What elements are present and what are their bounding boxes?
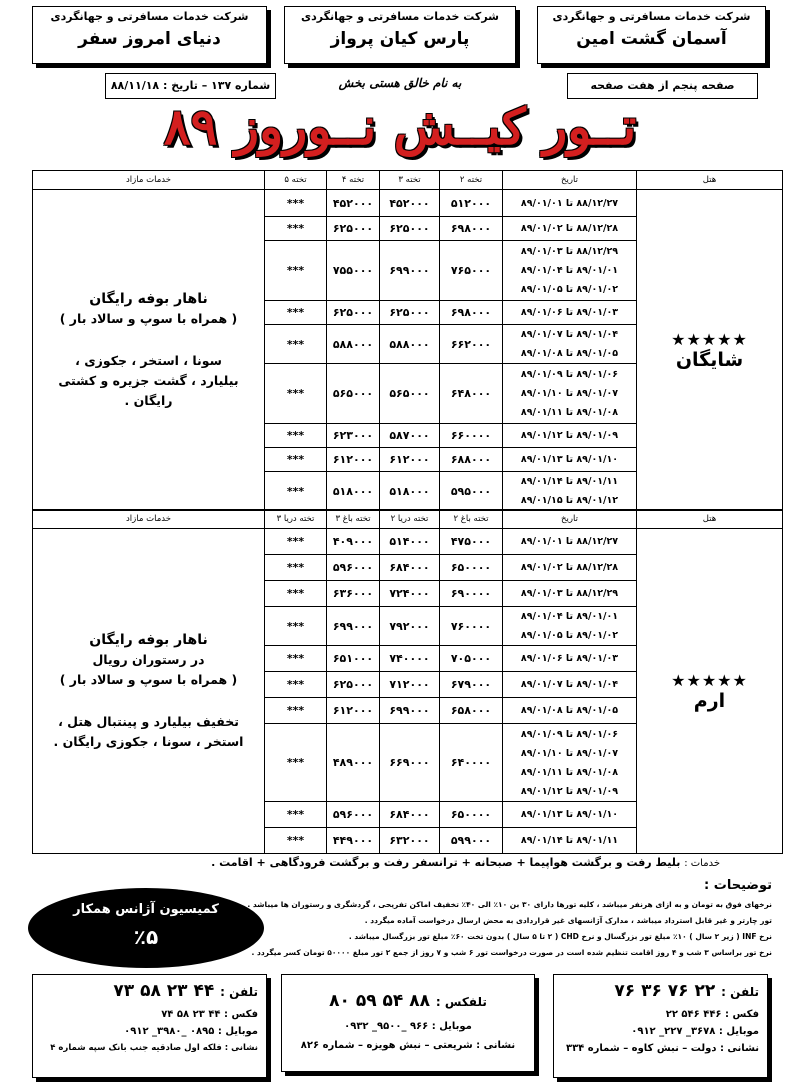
column-header: ۳ تخته باغ: [327, 510, 380, 529]
price-cell: ۴۸۹۰۰۰: [327, 724, 380, 802]
price-cell: ۵۱۲۰۰۰: [440, 190, 503, 217]
phone-number: ۴۴ ۲۳ ۵۸ ۷۳: [113, 981, 215, 1001]
date-range: ۸۹/۰۱/۰۲ تا ۸۹/۰۱/۰۵: [520, 284, 619, 295]
service-line: ( همراه با سوپ و سالاد بار ): [59, 672, 238, 687]
company-name: پارس کیان پرواز: [330, 29, 470, 49]
company-name: آسمان گشت امین: [576, 29, 727, 49]
address-line: نشانی : شریعتی – نبش هویزه – شماره ۸۲۶: [300, 1040, 516, 1051]
column-header: خدمات مازاد: [33, 510, 265, 529]
page-title: تــور کیــش نــوروز ۸۹: [163, 97, 637, 156]
service-line: در رستوران رویال: [92, 652, 205, 667]
price-cell: ۶۸۴۰۰۰: [380, 802, 440, 828]
price-cell-c5: ***: [265, 472, 327, 511]
price-cell: ۶۵۰۰۰۰: [440, 802, 503, 828]
date-range-cell: [503, 529, 637, 555]
price-cell-c5: ***: [265, 190, 327, 217]
column-header: هتل: [637, 171, 783, 190]
date-range: ۸۹/۰۱/۱۱ تا ۸۹/۰۱/۱۴: [520, 476, 619, 487]
star-rating-icon: ★★★★★: [671, 329, 748, 349]
hotel-cell: [637, 529, 783, 854]
price-cell-c5: ***: [265, 241, 327, 301]
company-box-1: [537, 6, 766, 64]
price-cell: ۶۱۲۰۰۰: [380, 448, 440, 472]
price-cell-c5: ***: [265, 607, 327, 646]
price-cell: ۷۲۴۰۰۰: [380, 581, 440, 607]
price-cell: ۵۱۴۰۰۰: [380, 529, 440, 555]
price-cell: ۶۵۰۰۰۰: [440, 555, 503, 581]
table-header-row: [33, 171, 783, 190]
price-cell: ۷۰۵۰۰۰: [440, 646, 503, 672]
column-header: ۲ تخته: [440, 171, 503, 190]
date-range: ۸۹/۰۱/۰۹ تا ۸۹/۰۱/۱۲: [520, 430, 619, 441]
price-cell-c5: ***: [265, 424, 327, 448]
price-cell: ۵۹۶۰۰۰: [327, 555, 380, 581]
commission-title: کمیسیون آژانس همکار: [73, 902, 219, 917]
date-range-cell: [503, 364, 637, 424]
table-header-row: [33, 510, 783, 529]
price-cell: ۷۶۰۰۰۰: [440, 607, 503, 646]
date-range-cell: [503, 698, 637, 724]
date-range-cell: [503, 802, 637, 828]
price-cell: ۷۱۲۰۰۰: [380, 672, 440, 698]
note-line: نرخ تور براساس ۳ شب و ۴ روز اقامت تنظیم شده است در صورت درخواست تور ۶ شب و ۷ روز از جمع ۲ تور مبلغ ۵۰۰۰۰ تومان کسر میگردد .: [251, 948, 772, 957]
price-cell-c5: ***: [265, 325, 327, 364]
services-text: بلیط رفت و برگشت هواپیما + صبحانه + ترانسفر رفت و برگشت فرودگاهی + اقامت .: [211, 856, 681, 869]
company-name: دنیای امروز سفر: [78, 29, 221, 49]
column-header: خدمات مازاد: [33, 171, 265, 190]
date-range-cell: [503, 217, 637, 241]
date-range: ۸۹/۰۱/۰۱ تا ۸۹/۰۱/۰۴: [520, 265, 619, 276]
hotel-name: ارم: [693, 689, 726, 712]
price-cell: ۷۶۵۰۰۰: [440, 241, 503, 301]
date-range: ۸۹/۰۱/۰۶ تا ۸۹/۰۱/۰۹: [520, 369, 619, 380]
address-line: نشانی : فلکه اول صادقیه جنب بانک سپه شماره ۴: [50, 1043, 258, 1053]
price-cell: ۵۶۵۰۰۰: [380, 364, 440, 424]
service-line: ناهار بوفه رایگان: [89, 632, 208, 648]
price-cell: ۶۹۹۰۰۰: [327, 607, 380, 646]
price-cell: ۵۶۵۰۰۰: [327, 364, 380, 424]
price-cell-c5: ***: [265, 646, 327, 672]
date-range: ۸۹/۰۱/۰۳ تا ۸۹/۰۱/۰۶: [520, 653, 619, 664]
price-cell: ۶۹۰۰۰۰: [440, 581, 503, 607]
price-cell: ۵۹۵۰۰۰: [440, 472, 503, 511]
price-cell-c5: ***: [265, 217, 327, 241]
price-cell-c5: ***: [265, 672, 327, 698]
price-cell-c5: ***: [265, 448, 327, 472]
table-row: [33, 529, 783, 555]
price-cell-c5: ***: [265, 581, 327, 607]
price-cell: ۶۲۵۰۰۰: [380, 217, 440, 241]
price-cell-c5: ***: [265, 364, 327, 424]
date-range-cell: [503, 424, 637, 448]
price-cell: ۵۱۸۰۰۰: [327, 472, 380, 511]
mobile-line: موبایل : ۳۶۷۸_ ۲۲۷_ ۰۹۱۲: [631, 1026, 759, 1037]
price-table-shaygan: [32, 170, 782, 511]
date-range-cell: [503, 190, 637, 217]
price-cell: ۴۵۲۰۰۰: [380, 190, 440, 217]
date-range: ۸۹/۰۱/۰۷ تا ۸۹/۰۱/۱۰: [520, 388, 619, 399]
note-line: نرخ INF ( زیر ۲ سال ) ۱۰٪ مبلغ تور بزرگسال و نرخ CHD ( ۲ تا ۵ سال ) بدون تخت ۶۰٪ مبلغ تور بزرگسال میباشد .: [348, 932, 772, 941]
price-cell: ۷۵۵۰۰۰: [327, 241, 380, 301]
date-range: ۸۹/۰۱/۰۹ تا ۸۹/۰۱/۱۲: [520, 785, 619, 797]
column-header: ۵ تخته: [265, 171, 327, 190]
contact-box-3: [32, 974, 267, 1078]
price-cell: ۶۵۸۰۰۰: [440, 698, 503, 724]
mobile-line: موبایل : ۹۶۶ _۹۵۰۰_ ۰۹۳۲: [344, 1021, 472, 1032]
price-cell-c5: ***: [265, 828, 327, 854]
price-cell: ۵۱۸۰۰۰: [380, 472, 440, 511]
company-type: شرکت خدمات مسافرتی و جهانگردی: [301, 10, 499, 23]
price-cell: ۶۶۹۰۰۰: [380, 724, 440, 802]
date-range: ۸۸/۱۲/۲۷ تا ۸۹/۰۱/۰۱: [520, 197, 619, 209]
column-header: هتل: [637, 510, 783, 529]
contact-phone-row: [562, 981, 759, 1001]
date-range-cell: [503, 555, 637, 581]
price-cell: ۶۷۹۰۰۰: [440, 672, 503, 698]
date-range-cell: [503, 581, 637, 607]
company-type: شرکت خدمات مسافرتی و جهانگردی: [552, 10, 751, 23]
date-range: ۸۹/۰۱/۰۴ تا ۸۹/۰۱/۰۷: [520, 329, 619, 340]
date-range: ۸۹/۰۱/۱۲ تا ۸۹/۰۱/۱۵: [520, 495, 619, 506]
notes-title: توضیحات :: [704, 878, 772, 893]
services-label: خدمات :: [684, 858, 720, 869]
price-cell: ۶۹۹۰۰۰: [380, 241, 440, 301]
price-cell: ۶۳۶۰۰۰: [327, 581, 380, 607]
price-cell-c5: ***: [265, 802, 327, 828]
column-header: ۳ تخته دریا: [265, 510, 327, 529]
date-range-cell: [503, 724, 637, 802]
hotel-cell: [637, 190, 783, 511]
price-cell: ۶۹۸۰۰۰: [440, 217, 503, 241]
notes-section: [247, 878, 772, 961]
date-range-cell: [503, 828, 637, 854]
date-range-cell: [503, 325, 637, 364]
date-range-cell: [503, 646, 637, 672]
date-range: ۸۸/۱۲/۲۹ تا ۸۹/۰۱/۰۳: [520, 246, 619, 257]
service-line: ناهار بوفه رایگان: [89, 291, 208, 307]
contact-box-2: [281, 974, 535, 1072]
included-services: [160, 856, 720, 869]
commission-value: ٪۵: [133, 925, 159, 949]
date-range: ۸۸/۱۲/۲۸ تا ۸۹/۰۱/۰۲: [520, 223, 619, 234]
date-range: ۸۹/۰۱/۰۶ تا ۸۹/۰۱/۰۹: [520, 728, 619, 740]
price-cell: ۷۹۲۰۰۰: [380, 607, 440, 646]
date-range: ۸۹/۰۱/۰۴ تا ۸۹/۰۱/۰۷: [520, 679, 619, 690]
price-cell: ۶۸۴۰۰۰: [380, 555, 440, 581]
price-cell: ۶۲۵۰۰۰: [327, 672, 380, 698]
date-range-cell: [503, 472, 637, 511]
date-range: ۸۹/۰۱/۰۲ تا ۸۹/۰۱/۰۵: [520, 630, 619, 641]
price-cell: ۶۴۰۰۰۰: [440, 724, 503, 802]
phone-label: تلفکس :: [435, 995, 487, 1009]
company-box-3: [32, 6, 267, 64]
price-cell: ۵۹۹۰۰۰: [440, 828, 503, 854]
price-cell-c5: ***: [265, 724, 327, 802]
fax-line: فکس : ۴۴ ۲۳ ۵۸ ۷۴: [161, 1009, 258, 1020]
mobile-line: موبایل : ۰۸۹۵ _۳۹۸۰_ ۰۹۱۲: [124, 1026, 258, 1037]
date-range-cell: [503, 448, 637, 472]
contact-box-1: [553, 974, 768, 1078]
price-cell: ۴۰۹۰۰۰: [327, 529, 380, 555]
note-line: تور چارتر و غیر قابل استرداد میباشد ، مدارک آژانسهای غیر قراردادی به محض ارسال درخواست آماده میگردد .: [364, 916, 772, 925]
date-range: ۸۹/۰۱/۱۰ تا ۸۹/۰۱/۱۳: [520, 809, 619, 820]
price-cell: ۶۱۲۰۰۰: [327, 698, 380, 724]
table-row: [33, 190, 783, 217]
date-range-cell: [503, 672, 637, 698]
price-cell: ۵۸۷۰۰۰: [380, 424, 440, 448]
date-range: ۸۹/۰۱/۱۱ تا ۸۹/۰۱/۱۴: [520, 835, 619, 846]
price-cell: ۶۳۲۰۰۰: [380, 828, 440, 854]
price-cell: ۴۴۹۰۰۰: [327, 828, 380, 854]
price-cell: ۶۱۲۰۰۰: [327, 448, 380, 472]
price-cell: ۶۶۰۰۰۰: [440, 424, 503, 448]
date-range: ۸۸/۱۲/۲۸ تا ۸۹/۰۱/۰۲: [520, 562, 619, 573]
price-cell: ۵۸۸۰۰۰: [327, 325, 380, 364]
date-range: ۸۸/۱۲/۲۹ تا ۸۹/۰۱/۰۳: [520, 588, 619, 599]
contact-phone-row: [41, 981, 258, 1001]
date-range-cell: [503, 607, 637, 646]
price-cell-c5: ***: [265, 698, 327, 724]
date-range: ۸۹/۰۱/۱۰ تا ۸۹/۰۱/۱۳: [520, 454, 619, 465]
phone-label: تلفن :: [721, 985, 759, 999]
extra-services-cell: [33, 529, 265, 854]
date-range-cell: [503, 301, 637, 325]
page-label-text: صفحه پنجم از هفت صفحه: [590, 79, 735, 92]
service-line: ( همراه با سوپ و سالاد بار ): [59, 311, 238, 326]
commission-badge: [28, 888, 264, 968]
service-line: بیلیارد ، گشت جزیره و کشتی: [58, 373, 239, 388]
date-range: ۸۹/۰۱/۰۳ تا ۸۹/۰۱/۰۶: [520, 307, 619, 318]
column-header: ۲ تخته باغ: [440, 510, 503, 529]
star-rating-icon: ★★★★★: [671, 670, 748, 690]
extra-services-cell: [33, 190, 265, 511]
price-cell: ۴۵۲۰۰۰: [327, 190, 380, 217]
column-header: ۳ تخته: [380, 171, 440, 190]
price-cell: ۶۲۵۰۰۰: [380, 301, 440, 325]
price-cell: ۴۷۵۰۰۰: [440, 529, 503, 555]
phone-number: ۸۸ ۵۴ ۵۹ ۸۰: [329, 991, 430, 1011]
price-cell: ۶۲۵۰۰۰: [327, 217, 380, 241]
number-date-text: شماره ۱۳۷ – تاریخ : ۸۸/۱۱/۱۸: [110, 79, 271, 92]
column-header: تاریخ: [503, 510, 637, 529]
price-cell: ۶۶۲۰۰۰: [440, 325, 503, 364]
price-cell: ۶۲۵۰۰۰: [327, 301, 380, 325]
price-table-eram: [32, 509, 782, 854]
service-line: استخر ، سونا ، جکوزی رایگان .: [53, 734, 244, 749]
column-header: تاریخ: [503, 171, 637, 190]
address-line: نشانی : دولت – نبش کاوه – شماره ۳۳۴: [565, 1043, 759, 1054]
date-range: ۸۹/۰۱/۰۷ تا ۸۹/۰۱/۱۰: [520, 747, 619, 759]
price-cell: ۵۸۸۰۰۰: [380, 325, 440, 364]
price-cell-c5: ***: [265, 529, 327, 555]
fax-line: فکس : ۴۴۶ ۵۴۶ ۲۲: [665, 1009, 759, 1020]
price-cell: ۶۲۳۰۰۰: [327, 424, 380, 448]
price-cell: ۶۸۸۰۰۰: [440, 448, 503, 472]
note-line: نرخهای فوق به تومان و به ازای هرنفر میباشد ، کلیه تورها دارای ۳۰ بن ۱۰٪ الی ۴۰٪ تخفیف اماکن تفریحی ، گردشگری و رستوران ها میباشد .: [247, 900, 772, 909]
column-header: ۲ تخته دریا: [380, 510, 440, 529]
hotel-name: شایگان: [675, 348, 744, 371]
column-header: ۴ تخته: [327, 171, 380, 190]
phone-label: تلفن :: [220, 985, 258, 999]
price-cell: ۶۹۸۰۰۰: [440, 301, 503, 325]
price-cell: ۶۵۱۰۰۰: [327, 646, 380, 672]
date-range: ۸۹/۰۱/۰۸ تا ۸۹/۰۱/۱۱: [520, 766, 619, 778]
date-range: ۸۹/۰۱/۰۱ تا ۸۹/۰۱/۰۴: [520, 611, 619, 622]
contact-phone-row: [290, 991, 526, 1011]
price-cell-c5: ***: [265, 301, 327, 325]
date-range: ۸۹/۰۱/۰۸ تا ۸۹/۰۱/۱۱: [520, 407, 619, 418]
date-range: ۸۹/۰۱/۰۵ تا ۸۹/۰۱/۰۸: [520, 705, 619, 716]
bismillah: به نام خالق هستی بخش: [338, 76, 462, 90]
price-cell: ۷۴۰۰۰۰: [380, 646, 440, 672]
price-cell: ۶۹۹۰۰۰: [380, 698, 440, 724]
company-type: شرکت خدمات مسافرتی و جهانگردی: [50, 10, 249, 23]
price-cell: ۶۴۸۰۰۰: [440, 364, 503, 424]
service-line: تخفیف بیلیارد و پینتبال هتل ،: [58, 714, 239, 729]
date-range-cell: [503, 241, 637, 301]
price-cell-c5: ***: [265, 555, 327, 581]
date-range: ۸۸/۱۲/۲۷ تا ۸۹/۰۱/۰۱: [520, 536, 619, 547]
service-line: سونا ، استخر ، جکوزی ،: [75, 353, 222, 368]
service-line: رایگان .: [124, 393, 173, 408]
price-cell: ۵۹۶۰۰۰: [327, 802, 380, 828]
phone-number: ۲۲ ۷۶ ۳۶ ۷۶: [614, 981, 716, 1001]
company-box-2: [284, 6, 516, 64]
date-range: ۸۹/۰۱/۰۵ تا ۸۹/۰۱/۰۸: [520, 348, 619, 359]
